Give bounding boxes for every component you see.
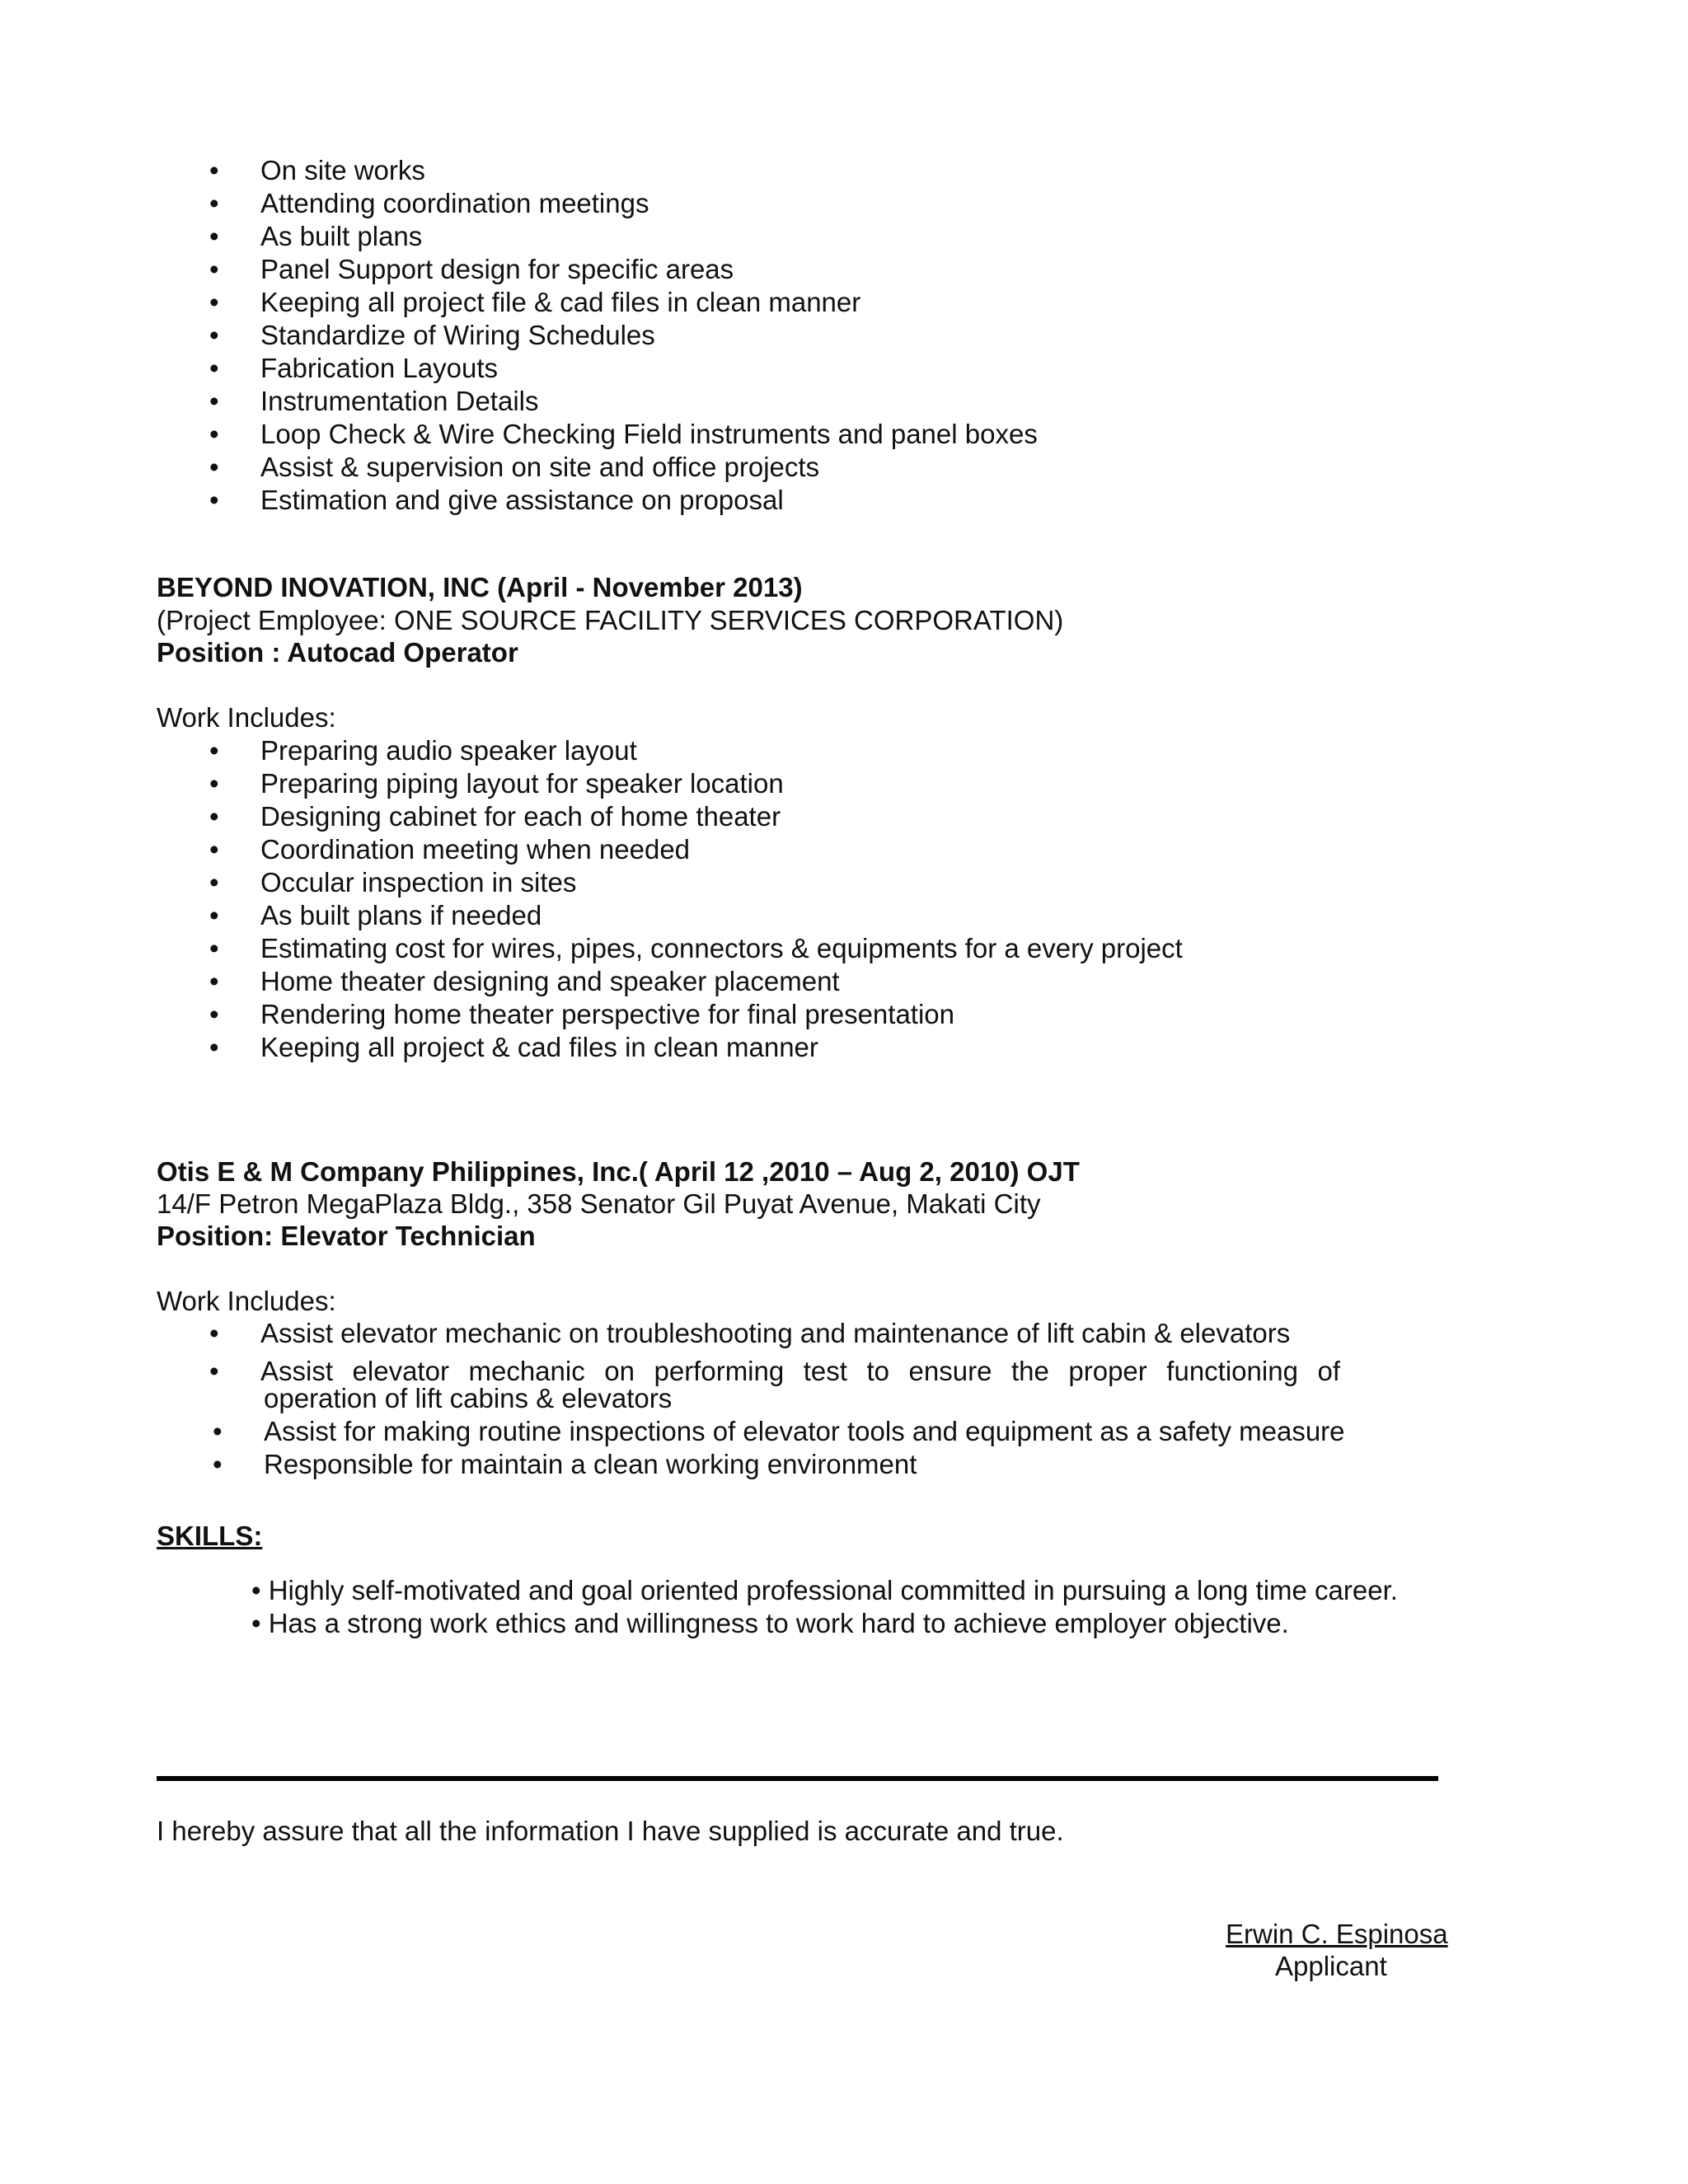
list-item: • Preparing audio speaker layout: [157, 734, 1183, 767]
list-item: • Estimating cost for wires, pipes, connectors & equipments for a every project: [157, 932, 1183, 965]
otis-item-2-line-1: Assist elevator mechanic on performing test to ensure the proper functioning of: [260, 1356, 1340, 1386]
beyond-company-heading: BEYOND INOVATION, INC (April - November 2013): [157, 572, 803, 602]
otis-address: 14/F Petron MegaPlaza Bldg., 358 Senator Gil Puyat Avenue, Makati City: [157, 1188, 1041, 1219]
otis-item-1: Assist elevator mechanic on troubleshooting and maintenance of lift cabin & elevators: [260, 1318, 1291, 1348]
beyond-work-label: Work Includes:: [157, 702, 336, 733]
otis-work-label: Work Includes:: [157, 1286, 336, 1316]
divider-rule: [157, 1776, 1438, 1781]
list-item: • Keeping all project file & cad files in clean manner: [157, 286, 1038, 319]
declaration-text: I hereby assure that all the information I have supplied is accurate and true.: [157, 1816, 1064, 1846]
otis-item-2-line-2: operation of lift cabins & elevators: [264, 1383, 673, 1413]
signature-name: Erwin C. Espinosa: [1226, 1919, 1448, 1949]
list-item: • On site works: [157, 154, 1038, 187]
list-item: • As built plans if needed: [157, 899, 1183, 932]
list-item: • Instrumentation Details: [157, 385, 1038, 418]
list-item: • Rendering home theater perspective for final presentation: [157, 998, 1183, 1031]
otis-company-heading: Otis E & M Company Philippines, Inc.( April 12 ,2010 – Aug 2, 2010) OJT: [157, 1156, 1080, 1187]
list-item: • Estimation and give assistance on proposal: [157, 484, 1038, 517]
otis-position: Position: Elevator Technician: [157, 1221, 536, 1251]
list-item: • Coordination meeting when needed: [157, 833, 1183, 866]
otis-bullet-2-mark: •: [209, 1356, 219, 1386]
skills-list: [251, 1574, 1398, 1640]
list-item: • Highly self-motivated and goal oriented professional committed in pursuing a long time career.: [251, 1575, 1398, 1605]
list-item: • Designing cabinet for each of home theater: [157, 800, 1183, 833]
otis-item-4: Responsible for maintain a clean working environment: [264, 1449, 917, 1479]
list-item: • Fabrication Layouts: [157, 352, 1038, 385]
beyond-work-list: [157, 734, 1183, 1064]
beyond-project-line: (Project Employee: ONE SOURCE FACILITY SERVICES CORPORATION): [157, 605, 1064, 635]
list-item: • Home theater designing and speaker placement: [157, 965, 1183, 998]
list-item: • Occular inspection in sites: [157, 866, 1183, 899]
list-item: • Assist & supervision on site and office projects: [157, 451, 1038, 484]
beyond-position: Position : Autocad Operator: [157, 637, 518, 668]
list-item: • Has a strong work ethics and willingness to work hard to achieve employer objective.: [251, 1608, 1289, 1638]
list-item: • As built plans: [157, 220, 1038, 253]
signature-role: Applicant: [1275, 1951, 1387, 1981]
list-item: • Loop Check & Wire Checking Field instruments and panel boxes: [157, 418, 1038, 451]
otis-bullet-3-mark: •: [213, 1416, 223, 1446]
otis-item-3: Assist for making routine inspections of elevator tools and equipment as a safety measure: [264, 1416, 1345, 1446]
duties-list: [157, 154, 1038, 517]
list-item: • Attending coordination meetings: [157, 187, 1038, 220]
skills-heading: SKILLS:: [157, 1521, 263, 1551]
list-item: • Standardize of Wiring Schedules: [157, 319, 1038, 352]
otis-bullet-4-mark: •: [213, 1449, 223, 1479]
otis-bullet-1-mark: •: [209, 1318, 219, 1348]
list-item: • Preparing piping layout for speaker location: [157, 767, 1183, 800]
list-item: • Keeping all project & cad files in clean manner: [157, 1031, 1183, 1064]
list-item: • Panel Support design for specific areas: [157, 253, 1038, 286]
